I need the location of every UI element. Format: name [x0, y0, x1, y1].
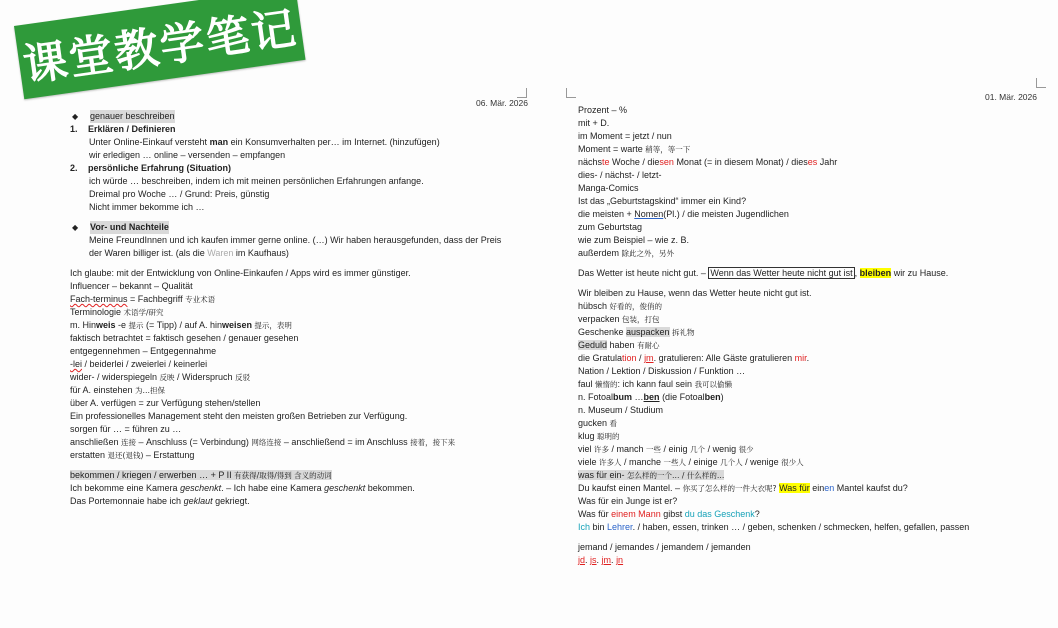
text-line: hübsch 好看的，俊俏的 — [578, 301, 663, 311]
text-line: Unter Online-Einkauf versteht man ein Konsumverhalten per… im Internet. (hinzufügen) — [89, 137, 440, 147]
text-line: Du kaufst einen Mantel. – 你买了怎么样的一件大衣呢? Was für einen Mantel kaufst du? — [578, 483, 908, 493]
left-date: 06. Mär. 2026 — [476, 98, 528, 108]
heading-genauer: ◆ genauer beschreiben — [72, 111, 175, 121]
diamond-bullet-icon: ◆ — [72, 112, 79, 121]
text-line: zum Geburtstag — [578, 222, 643, 232]
text-line: erstatten 退还(退钱) – Erstattung — [70, 450, 195, 460]
text-line: außerdem 除此之外，另外 — [578, 248, 675, 258]
text-line: der Waren billiger ist. (als die Waren im Kaufhaus) — [89, 248, 289, 258]
text-line: Terminologie 术语学/研究 — [70, 307, 164, 317]
text-line: dies- / nächst- / letzt- — [578, 170, 662, 180]
text-line: Nation / Lektion / Diskussion / Funktion … — [578, 366, 746, 376]
text-line: Ist das „Geburtstagskind“ immer ein Kind? — [578, 196, 747, 206]
numbered-item-1: 1. Erklären / Definieren — [70, 124, 176, 134]
text-line: nächste Woche / diesen Monat (= in diesem Monat) / dieses Jahr — [578, 157, 838, 167]
diamond-bullet-icon: ◆ — [72, 223, 79, 232]
text-line: Geduld haben 有耐心 — [578, 340, 660, 350]
crop-mark — [566, 88, 576, 98]
text-line: n. Museum / Studium — [578, 405, 664, 415]
text-line: klug 聪明的 — [578, 431, 620, 441]
text-line: Dreimal pro Woche … / Grund: Preis, günstig — [89, 189, 270, 199]
text-line: Wir bleiben zu Hause, wenn das Wetter heute nicht gut ist. — [578, 288, 812, 298]
text-line: Manga-Comics — [578, 183, 639, 193]
text-line: gucken 看 — [578, 418, 618, 428]
text-line: was für ein- 怎么样的一个… / 什么样的… — [578, 470, 725, 480]
text-line: über A. verfügen = zur Verfügung stehen/stellen — [70, 398, 261, 408]
text-line: Ich bekomme eine Kamera geschenkt. – Ich habe eine Kamera geschenkt bekommen. — [70, 483, 415, 493]
text-line: bekommen / kriegen / erwerben … + P II 有获得/取得/得到 含义的动词 — [70, 470, 332, 480]
text-line: sorgen für … = führen zu … — [70, 424, 182, 434]
text-line: Ein professionelles Management steht den meisten großen Betrieben zur Verfügung. — [70, 411, 408, 421]
text-line: Was für ein Junge ist er? — [578, 496, 678, 506]
numbered-item-2: 2. persönliche Erfahrung (Situation) — [70, 163, 232, 173]
text-line: Meine FreundInnen und ich kaufen immer gerne online. (…) Wir haben herausgefunden, dass der Preis — [89, 235, 502, 245]
crop-mark — [517, 88, 527, 98]
text-line: verpacken 包装，打包 — [578, 314, 660, 324]
title-banner — [14, 0, 306, 99]
text-line: die meisten + Nomen(Pl.) / die meisten Jugendlichen — [578, 209, 789, 219]
text-line: Fach-terminus = Fachbegriff 专业术语 — [70, 294, 216, 304]
text-line: Geschenke auspacken 拆礼物 — [578, 327, 695, 337]
text-line: Das Portemonnaie habe ich geklaut gekriegt. — [70, 496, 250, 506]
crop-mark — [1036, 78, 1046, 88]
text-line: Influencer – bekannt – Qualität — [70, 281, 193, 291]
left-page — [60, 110, 530, 508]
text-line: Prozent – % — [578, 105, 628, 115]
text-line: viel 许多 / manch 一些 / einig 几个 / wenig 很少 — [578, 444, 754, 454]
text-line: faul 懒惰的: ich kann faul sein 我可以偷懒 — [578, 379, 733, 389]
text-line: für A. einstehen 为…担保 — [70, 385, 166, 395]
text-line: Ich bin Lehrer. / haben, essen, trinken … / geben, schenken / schmecken, helfen, gefallen, passen — [578, 522, 970, 532]
text-line: jd. js. jm. jn — [578, 555, 624, 565]
right-date: 01. Mär. 2026 — [985, 92, 1037, 102]
text-line: im Moment = jetzt / nun — [578, 131, 672, 141]
text-line: Das Wetter ist heute nicht gut. – Wenn das Wetter heute nicht gut ist , bleiben wir zu Hause. — [578, 268, 949, 278]
text-line: wie zum Beispiel – wie z. B. — [578, 235, 690, 245]
text-line: wir erledigen … online – versenden – empfangen — [89, 150, 286, 160]
text-line: n. Fotoalbum …ben (die Fotoalben) — [578, 392, 724, 402]
heading-vor-nachteile: ◆ Vor- und Nachteile — [72, 222, 169, 232]
text-line: wider- / widerspiegeln 反映 / Widerspruch 反驳 — [70, 372, 251, 382]
text-line: m. Hinweis -e 提示 (= Tipp) / auf A. hinweisen 提示，表明 — [70, 320, 292, 330]
text-line: die Gratulation / jm. gratulieren: Alle Gäste gratulieren mir. — [578, 353, 810, 363]
text-line: Nicht immer bekomme ich … — [89, 202, 205, 212]
text-line: Moment = warte 稍等，等一下 — [578, 144, 691, 154]
text-line: Was für einem Mann gibst du das Geschenk? — [578, 509, 760, 519]
text-line: ich würde … beschreiben, indem ich mit meinen persönlichen Erfahrungen anfange. — [89, 176, 424, 186]
text-line: entgegennehmen – Entgegennahme — [70, 346, 217, 356]
text-line: mit + D. — [578, 118, 610, 128]
text-line: -lei / beiderlei / zweierlei / keinerlei — [70, 359, 208, 369]
text-line: jemand / jemandes / jemandem / jemanden — [578, 542, 751, 552]
banner-title: 课堂教学笔记 — [20, 2, 301, 92]
text-line: anschließen 连接 – Anschluss (= Verbindung) 网络连接 – anschließend = im Anschluss 接着，接下来 — [70, 437, 456, 447]
text-line: Ich glaube: mit der Entwicklung von Online-Einkaufen / Apps wird es immer günstiger. — [70, 268, 411, 278]
text-line: viele 许多人 / manche 一些人 / einige 几个人 / wenige 很少人 — [578, 457, 804, 467]
right-page — [578, 104, 1038, 567]
text-line: faktisch betrachtet = faktisch gesehen / genauer gesehen — [70, 333, 299, 343]
